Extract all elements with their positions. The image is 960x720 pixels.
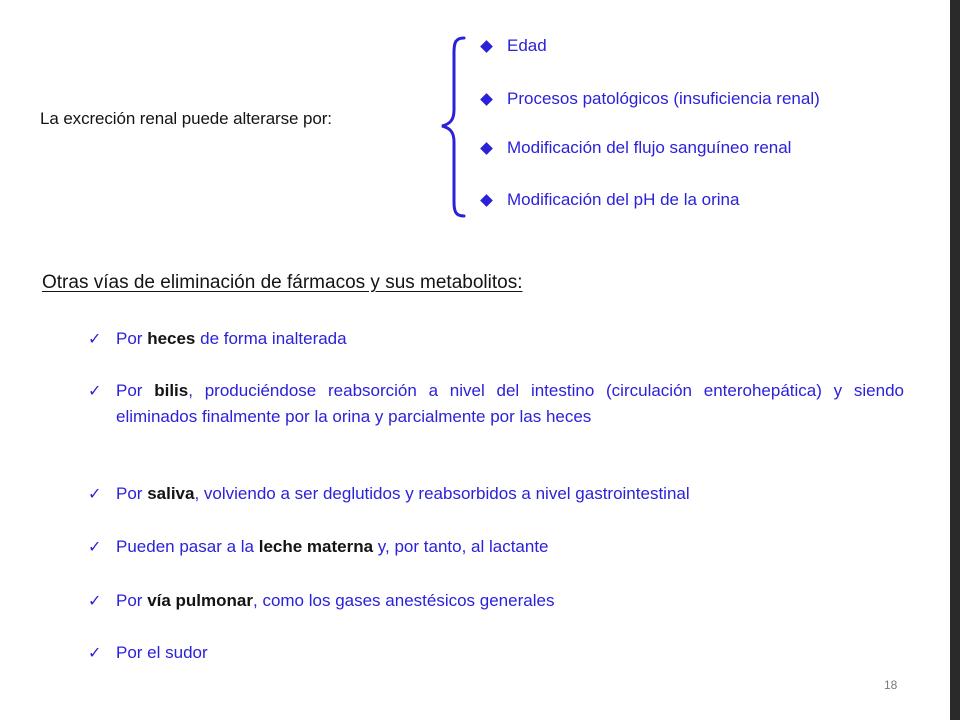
route-item — [88, 640, 904, 666]
checkmark-icon: ✓ — [88, 643, 102, 662]
route-keyword: saliva — [147, 484, 195, 503]
checkmark-icon: ✓ — [88, 484, 102, 503]
route-text: Por heces de forma inalterada — [116, 329, 347, 348]
route-item — [88, 588, 904, 614]
route-keyword: vía pulmonar — [147, 591, 253, 610]
route-text: Por bilis, produciéndose reabsorción a nivel del intestino (circulación enterohepática) y siendo eliminados finalmente por la orina y parcialmente por las heces — [116, 381, 904, 426]
diamond-bullet-icon — [480, 40, 493, 53]
renal-factor-label: Procesos patológicos (insuficiencia renal) — [507, 89, 820, 108]
renal-lead-text: La excreción renal puede alterarse por: — [40, 109, 332, 128]
route-text: Por el sudor — [116, 643, 208, 662]
diamond-bullet-icon — [480, 142, 493, 155]
renal-factor-item — [478, 36, 547, 56]
renal-factor-item — [478, 138, 791, 158]
route-keyword: heces — [147, 329, 196, 348]
diamond-bullet-icon — [480, 194, 493, 207]
curly-brace-icon — [434, 34, 474, 220]
renal-factor-label: Edad — [507, 36, 547, 55]
route-item — [88, 326, 904, 352]
checkmark-icon: ✓ — [88, 537, 102, 556]
renal-factor-label: Modificación del flujo sanguíneo renal — [507, 138, 792, 157]
route-text: Por vía pulmonar, como los gases anestésicos generales — [116, 591, 555, 610]
right-edge-bar — [950, 0, 960, 720]
route-item — [88, 481, 904, 507]
route-text: Por saliva, volviendo a ser deglutidos y reabsorbidos a nivel gastrointestinal — [116, 484, 690, 503]
route-keyword: leche materna — [258, 537, 374, 556]
checkmark-icon: ✓ — [88, 591, 102, 610]
checkmark-icon: ✓ — [88, 329, 102, 348]
renal-factor-list — [478, 0, 938, 230]
route-item — [88, 534, 904, 560]
checkmark-icon: ✓ — [88, 381, 102, 400]
route-keyword: bilis — [154, 381, 189, 400]
renal-factor-item — [478, 89, 820, 109]
diamond-bullet-icon — [480, 93, 493, 106]
renal-factor-item — [478, 190, 739, 210]
section-heading: Otras vías de eliminación de fármacos y sus metabolitos: — [42, 272, 523, 293]
renal-factor-label: Modificación del pH de la orina — [507, 190, 740, 209]
page-number: 18 — [884, 678, 898, 692]
route-item — [88, 378, 904, 430]
route-text: Pueden pasar a la leche materna y, por tanto, al lactante — [116, 537, 549, 556]
